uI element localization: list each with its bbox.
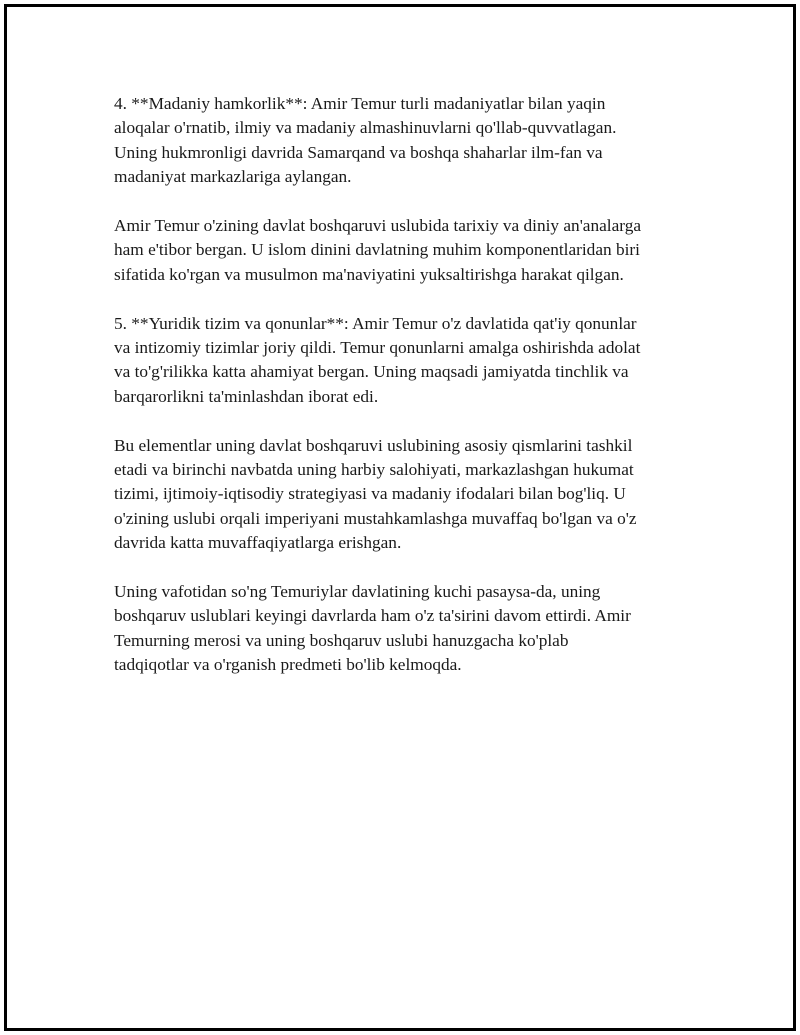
text-line: o'zining uslubi orqali imperiyani mustahkamlashga muvaffaq bo'lgan va o'z <box>114 508 637 528</box>
text-line: Uning vafotidan so'ng Temuriylar davlatining kuchi pasaysa-da, uning <box>114 582 601 602</box>
text-line: Uning hukmronligi davrida Samarqand va boshqa shaharlar ilm-fan va <box>114 142 603 162</box>
text-line: Amir Temur o'zining davlat boshqaruvi uslubida tarixiy va diniy an'analarga <box>114 216 642 236</box>
text-line: Temurning merosi va uning boshqaruv uslubi hanuzgacha ko'plab <box>114 630 569 650</box>
text-line: tadqiqotlar va o'rganish predmeti bo'lib kelmoqda. <box>114 655 462 675</box>
text-line: aloqalar o'rnatib, ilmiy va madaniy almashinuvlarni qo'llab-quvvatlagan. <box>114 118 617 138</box>
text-line: tizimi, ijtimoiy-iqtisodiy strategiyasi va madaniy ifodalari bilan bog'liq. U <box>114 484 626 504</box>
paragraph-elementlar-xulosa <box>114 434 694 556</box>
text-line: 5. **Yuridik tizim va qonunlar**: Amir Temur o'z davlatida qat'iy qonunlar <box>114 313 637 333</box>
text-line: madaniyat markazlariga aylangan. <box>114 167 352 187</box>
text-line: ham e'tibor bergan. U islom dinini davlatning muhim komponentlaridan biri <box>114 240 640 260</box>
text-line: sifatida ko'rgan va musulmon ma'naviyatini yuksaltirishga harakat qilgan. <box>114 264 624 284</box>
paragraph-madaniy-hamkorlik <box>114 92 694 190</box>
text-line: davrida katta muvaffaqiyatlarga erishgan. <box>114 533 402 553</box>
paragraph-yuridik-tizim <box>114 312 694 410</box>
text-line: va intizomiy tizimlar joriy qildi. Temur qonunlarni amalga oshirishda adolat <box>114 338 641 358</box>
text-line: barqarorlikni ta'minlashdan iborat edi. <box>114 386 379 406</box>
text-line: Bu elementlar uning davlat boshqaruvi uslubining asosiy qismlarini tashkil <box>114 435 633 455</box>
document-body <box>114 92 694 702</box>
text-line: boshqaruv uslublari keyingi davrlarda ham o'z ta'sirini davom ettirdi. Amir <box>114 606 631 626</box>
paragraph-davlat-boshqaruvi-diniy <box>114 214 694 287</box>
text-line: etadi va birinchi navbatda uning harbiy salohiyati, markazlashgan hukumat <box>114 460 634 480</box>
text-line: va to'g'rilikka katta ahamiyat bergan. Uning maqsadi jamiyatda tinchlik va <box>114 362 629 382</box>
text-line: 4. **Madaniy hamkorlik**: Amir Temur turli madaniyatlar bilan yaqin <box>114 94 606 113</box>
paragraph-meros <box>114 580 694 678</box>
